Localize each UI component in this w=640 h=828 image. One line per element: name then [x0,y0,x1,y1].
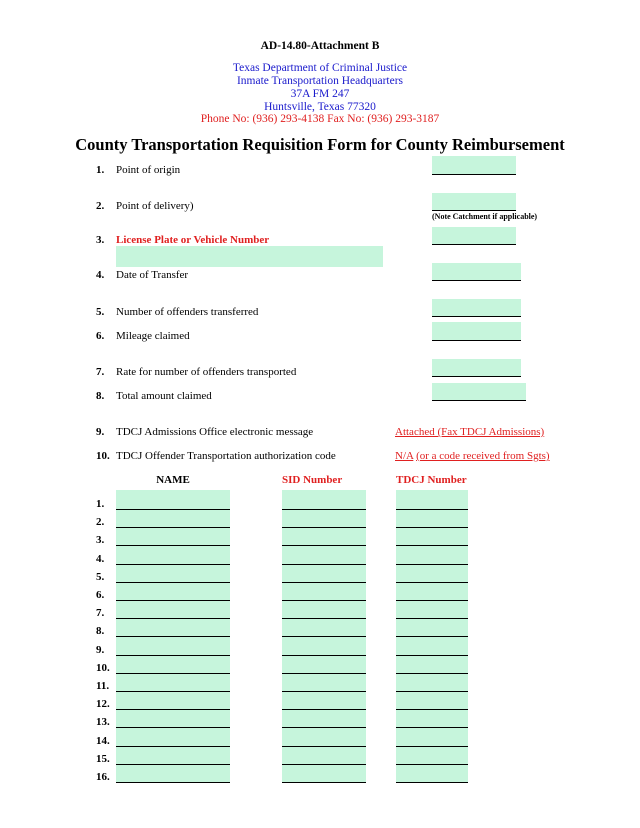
tdcj-cell[interactable] [396,619,468,637]
grid-row-number: 16. [96,771,110,783]
tdcj-cell[interactable] [396,510,468,528]
admissions-attached-link[interactable]: Attached (Fax TDCJ Admissions) [395,426,545,438]
item-3-number: 3. [96,234,105,246]
name-cell[interactable] [116,656,230,674]
sid-cell[interactable] [282,492,366,510]
grid-row-number: 11. [96,680,110,692]
name-cell[interactable] [116,528,230,546]
item-3-label: License Plate or Vehicle Number [116,234,270,246]
page-title: County Transportation Requisition Form for County Reimbursement [75,135,565,154]
offenders-transferred-field[interactable] [432,299,521,317]
name-cell[interactable] [116,692,230,710]
grid-row-number: 4. [96,552,105,565]
item-7-number: 7. [96,366,105,378]
name-cell[interactable] [116,547,230,565]
grid-row-number: 9. [96,643,105,656]
item-8-label: Total amount claimed [116,390,212,402]
grid-row-number: 14. [96,734,110,747]
grid-row-number: 2. [96,516,105,529]
sid-cell[interactable] [282,528,366,546]
mileage-claimed-field[interactable] [432,322,521,341]
sid-cell[interactable] [282,601,366,619]
grid-row-number: 12. [96,698,110,711]
name-cell[interactable] [116,747,230,765]
tdcj-cell[interactable] [396,528,468,546]
na-link[interactable]: N/A [395,450,414,462]
tdcj-cell[interactable] [396,656,468,674]
rate-field[interactable] [432,359,521,377]
name-cell[interactable] [116,492,230,510]
item-7-label: Rate for number of offenders transported [116,366,297,378]
item-6-number: 6. [96,330,105,342]
tdcj-cell[interactable] [396,547,468,565]
org-division: Inmate Transportation Headquarters [236,75,404,87]
vehicle-number-field[interactable] [116,246,383,267]
grid-row-number: 5. [96,570,105,583]
tdcj-cell[interactable] [396,565,468,583]
grid-row-number: 8. [96,625,105,638]
org-address: 37A FM 247 [290,88,350,100]
tdcj-cell[interactable] [396,601,468,619]
sid-cell[interactable] [282,619,366,637]
sgts-code-link[interactable]: (or a code received from Sgts) [416,450,550,462]
name-cell[interactable] [116,638,230,656]
tdcj-cell[interactable] [396,674,468,692]
name-column-header: NAME [156,474,190,486]
item-10-label: TDCJ Offender Transportation authorization code [116,450,336,462]
org-city: Huntsville, Texas 77320 [264,101,376,113]
sid-cell[interactable] [282,656,366,674]
sid-cell[interactable] [282,638,366,656]
item-5-label: Number of offenders transferred [116,306,259,318]
sid-cell[interactable] [282,583,366,601]
item-6-label: Mileage claimed [116,330,190,342]
item-10-number: 10. [96,450,110,462]
sid-column-header: SID Number [282,474,343,486]
name-cell[interactable] [116,729,230,747]
point-of-origin-field[interactable] [432,156,516,175]
grid-row-number: 7. [96,607,105,620]
sid-cell[interactable] [282,510,366,528]
license-plate-field[interactable] [432,227,516,245]
item-9-label: TDCJ Admissions Office electronic message [116,426,314,438]
point-of-delivery-field[interactable] [432,193,516,211]
item-5-number: 5. [96,306,105,318]
catchment-note: (Note Catchment if applicable) [432,212,538,221]
grid-row-number: 13. [96,716,110,729]
tdcj-cell[interactable] [396,729,468,747]
sid-cell[interactable] [282,729,366,747]
org-name: Texas Department of Criminal Justice [232,62,408,74]
name-cell[interactable] [116,674,230,692]
tdcj-cell[interactable] [396,710,468,728]
tdcj-cell[interactable] [396,638,468,656]
tdcj-column-header: TDCJ Number [396,474,467,486]
item-4-label: Date of Transfer [116,269,189,281]
sid-cell[interactable] [282,674,366,692]
sid-cell[interactable] [282,547,366,565]
sid-cell[interactable] [282,710,366,728]
item-2-label: Point of delivery) [116,200,194,212]
tdcj-cell[interactable] [396,747,468,765]
name-cell[interactable] [116,565,230,583]
sid-cell[interactable] [282,692,366,710]
name-cell[interactable] [116,619,230,637]
item-2-number: 2. [96,200,105,212]
item-9-number: 9. [96,426,105,438]
item-1-number: 1. [96,164,105,176]
name-cell[interactable] [116,601,230,619]
grid-row-number: 15. [96,752,110,765]
authorization-code-note [395,450,550,462]
grid-row-number: 3. [96,534,105,547]
org-contact: Phone No: (936) 293-4138 Fax No: (936) 293-3187 [200,113,440,125]
tdcj-cell[interactable] [396,492,468,510]
name-cell[interactable] [116,710,230,728]
tdcj-cell[interactable] [396,765,468,783]
tdcj-cell[interactable] [396,692,468,710]
document-id: AD-14.80-Attachment B [260,40,380,52]
name-cell[interactable] [116,510,230,528]
grid-row-number: 1. [96,498,105,510]
sid-cell[interactable] [282,747,366,765]
item-1-label: Point of origin [116,164,181,176]
tdcj-cell[interactable] [396,583,468,601]
sid-cell[interactable] [282,565,366,583]
grid-row-number: 6. [96,589,105,601]
date-of-transfer-field[interactable] [432,263,521,281]
total-amount-field[interactable] [432,383,526,401]
name-cell[interactable] [116,583,230,601]
item-4-number: 4. [96,269,105,281]
item-8-number: 8. [96,390,105,402]
sid-cell[interactable] [282,765,366,783]
grid-row-number: 10. [96,661,110,674]
name-cell[interactable] [116,765,230,783]
